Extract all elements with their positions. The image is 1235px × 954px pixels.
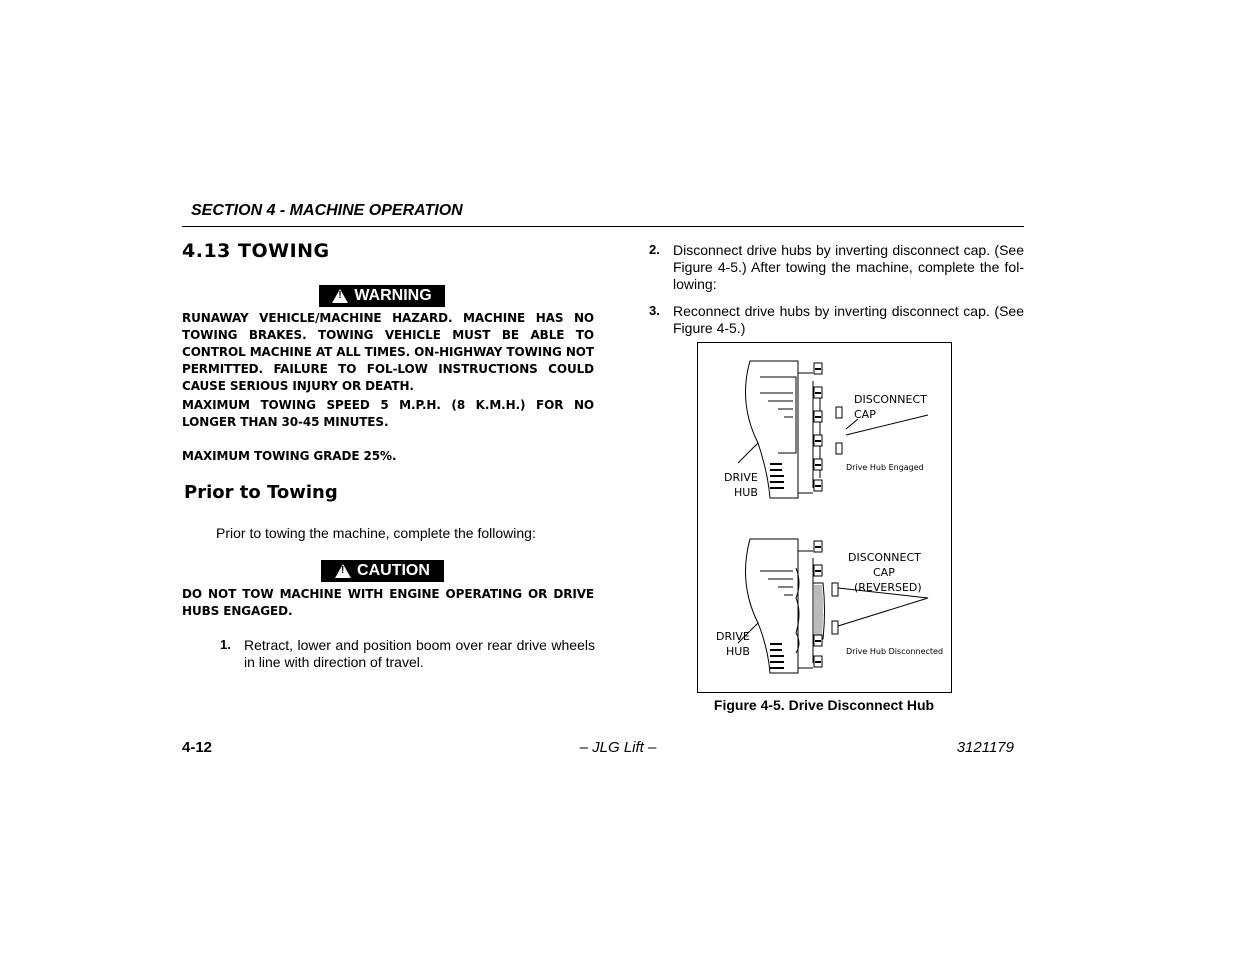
bottom-cap-label-1: DISCONNECT	[848, 551, 921, 564]
warning-paragraph-3: MAXIMUM TOWING GRADE 25%.	[182, 449, 397, 463]
step-text: Retract, lower and position boom over rear drive wheels in line with direction of travel.	[244, 637, 595, 670]
caution-triangle-icon	[335, 564, 351, 578]
step-text: Disconnect drive hubs by inverting disconnect cap. (See Figure 4-5.) After towing the machine, complete the fol-lowing:	[673, 242, 1024, 292]
top-cap-label-1: DISCONNECT	[854, 393, 927, 406]
page-number: 4-12	[182, 739, 213, 756]
subsection-title: Prior to Towing	[184, 482, 338, 503]
top-cap-label-2: CAP	[854, 408, 876, 421]
intro-text: Prior to towing the machine, complete the following:	[216, 525, 536, 541]
step-text: Reconnect drive hubs by inverting disconnect cap. (See Figure 4-5.)	[673, 303, 1024, 336]
bottom-state-label: Drive Hub Disconnected	[846, 647, 944, 656]
top-hub-label-1: DRIVE	[724, 471, 758, 484]
warning-paragraph-2: MAXIMUM TOWING SPEED 5 M.P.H. (8 K.M.H.) FOR NO LONGER THAN 30-45 MINUTES.	[182, 398, 594, 429]
step-number: 1.	[220, 637, 231, 652]
warning-badge	[319, 285, 445, 307]
caution-badge	[321, 560, 444, 582]
figure-caption: Figure 4-5. Drive Disconnect Hub	[713, 697, 935, 713]
page-title: 4.13 TOWING	[182, 240, 330, 262]
caution-text: DO NOT TOW MACHINE WITH ENGINE OPERATING OR DRIVE HUBS ENGAGED.	[182, 587, 594, 618]
warning-triangle-icon	[332, 289, 348, 303]
header-rule	[182, 226, 1024, 227]
warning-label: WARNING	[354, 287, 432, 304]
drive-hub-figure	[697, 342, 952, 693]
top-hub-label-2: HUB	[734, 486, 758, 499]
bottom-hub-label-2: HUB	[726, 645, 750, 658]
step-number: 3.	[649, 303, 660, 318]
top-state-label: Drive Hub Engaged	[846, 463, 924, 472]
step-1	[220, 637, 595, 671]
section-header: SECTION 4 - MACHINE OPERATION	[191, 202, 463, 219]
caution-label: CAUTION	[357, 562, 430, 579]
step-number: 2.	[649, 242, 660, 257]
bottom-cap-label-3: (REVERSED)	[854, 581, 922, 594]
document-number: 3121179	[956, 739, 1014, 756]
warning-paragraph-1: RUNAWAY VEHICLE/MACHINE HAZARD. MACHINE HAS NO TOWING BRAKES. TOWING VEHICLE MUST BE ABLE TO CONTROL MACHINE AT ALL TIMES. ON-HIGHWAY TOWING NOT PERMITTED. FAILURE TO FOL-LOW INSTRUCTIONS COULD CAUSE SERIOUS INJURY OR DEATH.	[182, 311, 594, 393]
footer-center: – JLG Lift –	[579, 739, 657, 756]
bottom-hub-label-1: DRIVE	[716, 630, 750, 643]
step-2	[649, 242, 1024, 293]
drive-hub-illustration	[698, 343, 951, 692]
bottom-cap-label-2: CAP	[873, 566, 895, 579]
step-3	[649, 303, 1024, 337]
